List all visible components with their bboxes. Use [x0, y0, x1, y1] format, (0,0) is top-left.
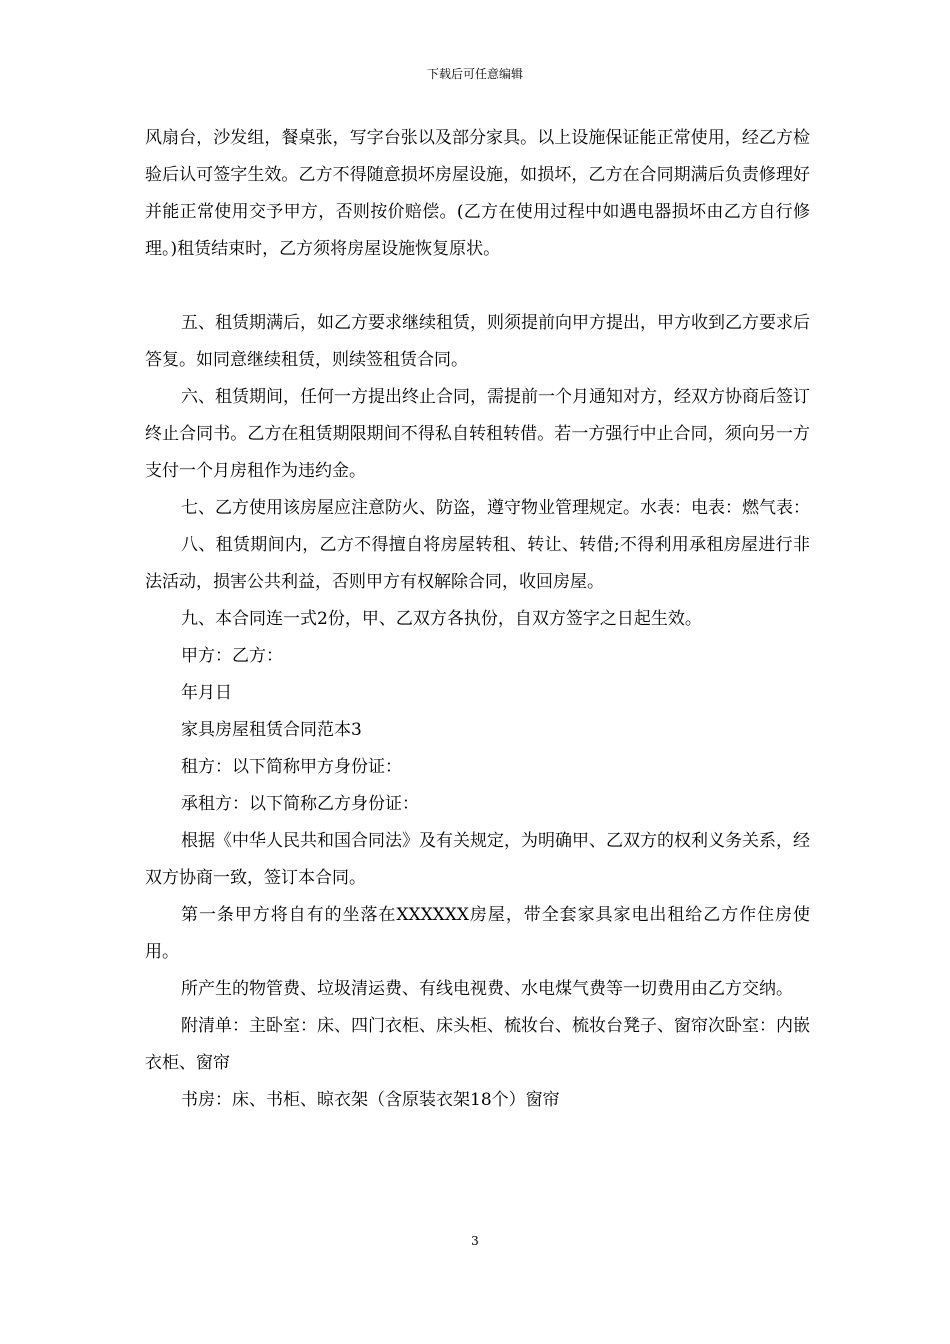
signature-parties: 甲方：乙方： [181, 646, 283, 666]
paragraph-preamble: 根据《中华人民共和国合同法》及有关规定，为明确甲、乙双方的权利义务关系，经双方协商一致，签订本合同。 [145, 831, 810, 888]
paragraph-clause-9: 九、本合同连一式2份，甲、乙双方各执份，自双方签字之日起生效。 [181, 609, 702, 629]
paragraph-inventory: 附清单：主卧室：床、四门衣柜、床头柜、梳妆台、梳妆台凳子、窗帘次卧室：内嵌衣柜、窗帘 [145, 1016, 810, 1073]
lessee-line: 承租方：以下简称乙方身份证： [181, 794, 419, 814]
paragraph-article-1: 第一条甲方将自有的坐落在XXXXXX房屋，带全套家具家电出租给乙方作住房使用。 [145, 905, 810, 962]
paragraph-clause-5: 五、租赁期满后，如乙方要求继续租赁，则须提前向甲方提出，甲方收到乙方要求后答复。如同意继续租赁，则续签租赁合同。 [145, 313, 810, 370]
signature-date: 年月日 [181, 683, 232, 703]
lessor-line: 租方：以下简称甲方身份证： [181, 757, 402, 777]
paragraph-fees: 所产生的物管费、垃圾清运费、有线电视费、水电煤气费等一切费用由乙方交纳。 [181, 979, 793, 999]
paragraph-clause-8: 八、租赁期间内，乙方不得擅自将房屋转租、转让、转借;不得利用承租房屋进行非法活动，损害公共利益，否则甲方有权解除合同，收回房屋。 [145, 535, 810, 592]
page-header: 下载后可任意编辑 [426, 67, 523, 81]
document-body [145, 120, 810, 1119]
paragraph-clause-6: 六、租赁期间，任何一方提出终止合同，需提前一个月通知对方，经双方协商后签订终止合同书。乙方在租赁期限期间不得私自转租转借。若一方强行中止合同，须向另一方支付一个月房租作为违约金。 [145, 387, 810, 481]
paragraph-study-room: 书房：床、书柜、晾衣架（含原装衣架18个）窗帘 [181, 1090, 560, 1110]
paragraph-clause-7: 七、乙方使用该房屋应注意防火、防盗，遵守物业管理规定。水表：电表：燃气表： [181, 498, 810, 518]
contract-title: 家具房屋租赁合同范本3 [181, 720, 362, 740]
paragraph-facilities: 风扇台，沙发组，餐桌张，写字台张以及部分家具。以上设施保证能正常使用，经乙方检验后认可签字生效。乙方不得随意损坏房屋设施，如损坏，乙方在合同期满后负责修理好并能正常使用交予甲方，否则按价赔偿。(乙方在使用过程中如遇电器损坏由乙方自行修理。)租赁结束时，乙方须将房屋设施恢复原状。 [145, 128, 810, 259]
page-number: 3 [471, 1234, 479, 1248]
